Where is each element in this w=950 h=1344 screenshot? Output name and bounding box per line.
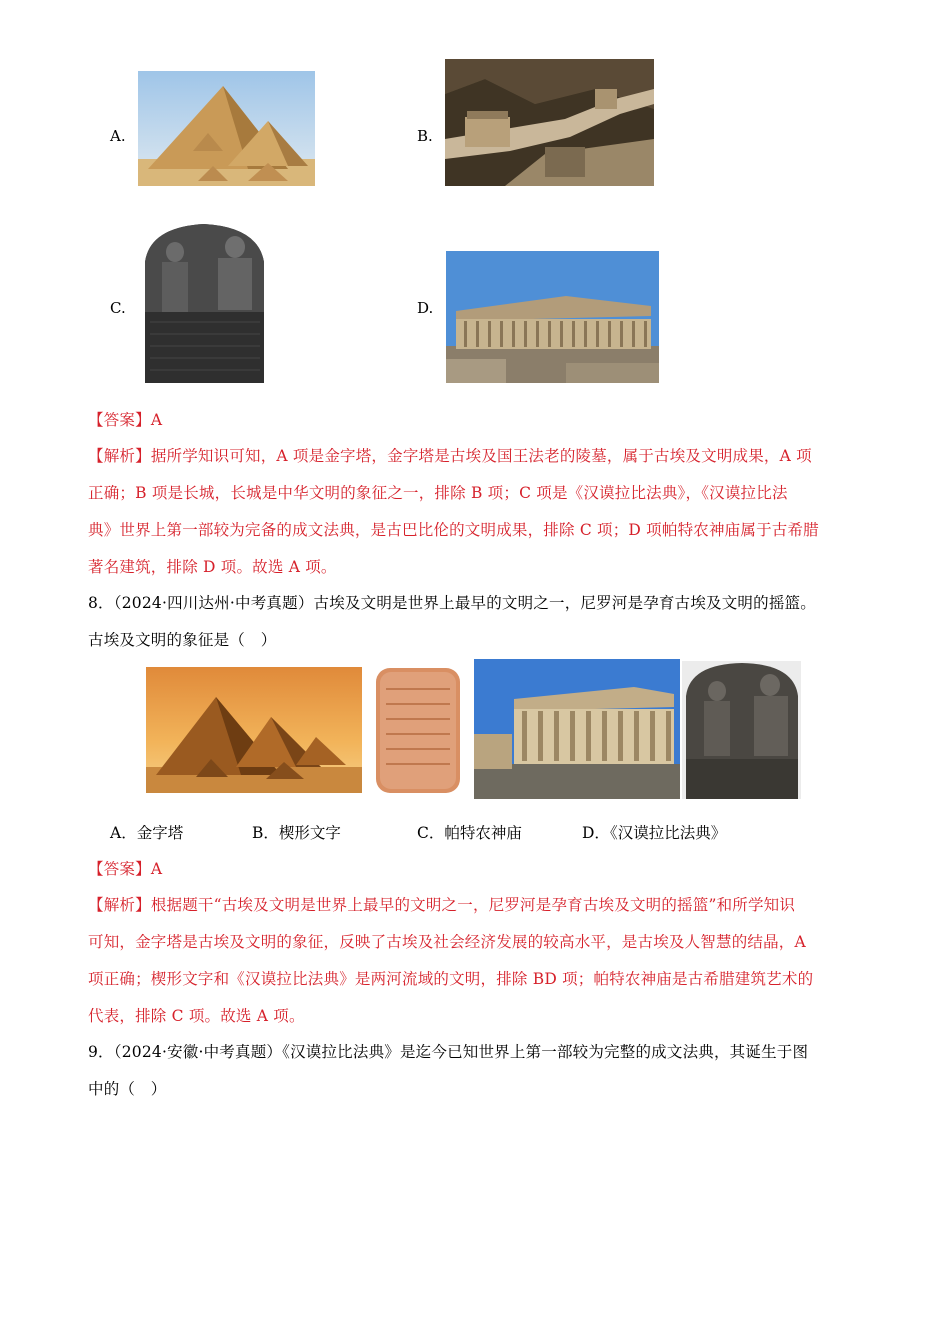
q8-choice-a[interactable] — [110, 821, 183, 843]
answer-label: 【答案】 — [88, 411, 151, 429]
choice-text: 金字塔 — [136, 824, 184, 842]
choice-letter: B． — [252, 824, 279, 842]
q7-analysis-line-4: 著名建筑，排除 D 项。故选 A 项。 — [88, 558, 337, 576]
q8-answer — [88, 857, 162, 879]
option-c-letter: C. — [110, 299, 126, 317]
q8-stem-line-1: 8．（2024·四川达州·中考真题）古埃及文明是世界上最早的文明之一，尼罗河是孕育古埃及文明的摇篮。 — [88, 594, 816, 612]
option-d-letter: D. — [417, 299, 434, 317]
choice-text: 帕特农神庙 — [444, 824, 522, 842]
parthenon-photo — [446, 251, 659, 383]
q8-stem-line-2: 古埃及文明的象征是（ ） — [88, 631, 277, 649]
q9-stem-line-2: 中的（ ） — [88, 1080, 167, 1098]
option-a-letter: A. — [110, 127, 126, 145]
choice-text: 楔形文字 — [278, 824, 341, 842]
pyramids-photo — [138, 71, 315, 186]
q7-analysis-line-1 — [88, 444, 812, 466]
q8-analysis-line-4: 代表，排除 C 项。故选 A 项。 — [88, 1007, 305, 1025]
q7-analysis-line-3: 典》世界上第一部较为完备的成文法典，是古巴比伦的文明成果，排除 C 项；D 项帕特农神庙属于古希腊 — [88, 521, 819, 539]
q8-analysis-line-3: 项正确；楔形文字和《汉谟拉比法典》是两河流域的文明，排除 BD 项；帕特农神庙是古希腊建筑艺术的 — [88, 970, 814, 988]
cuneiform-tablet-photo — [372, 664, 464, 797]
hammurabi-stele-photo — [140, 222, 269, 383]
great-wall-photo — [445, 59, 654, 186]
pyramids-sunset-photo — [146, 667, 362, 793]
answer-label: 【答案】 — [88, 860, 151, 878]
q8-choice-d[interactable] — [582, 821, 726, 843]
q7-answer — [88, 408, 162, 430]
analysis-label: 【解析】 — [88, 447, 151, 465]
choice-letter: D． — [582, 824, 610, 842]
choice-letter: C． — [417, 824, 445, 842]
q9-stem-line-1: 9．（2024·安徽·中考真题）《汉谟拉比法典》是迄今已知世界上第一部较为完整的成文法典，其诞生于图 — [88, 1043, 809, 1061]
q8-analysis-line-2: 可知，金字塔是古埃及文明的象征，反映了古埃及社会经济发展的较高水平，是古埃及人智慧的结晶，A — [88, 933, 806, 951]
option-b-letter: B. — [417, 127, 433, 145]
q7-analysis-line-2: 正确；B 项是长城，长城是中华文明的象征之一，排除 B 项；C 项是《汉谟拉比法典》，《汉谟拉比法 — [88, 484, 788, 502]
analysis-label: 【解析】 — [88, 896, 151, 914]
choice-letter: A． — [110, 824, 137, 842]
q8-choice-b[interactable] — [252, 821, 341, 843]
answer-value: A — [150, 860, 163, 878]
analysis-text: 根据题干“古埃及文明是世界上最早的文明之一，尼罗河是孕育古埃及文明的摇篮”和所学知识 — [150, 896, 796, 914]
hammurabi-stele-photo-2 — [682, 661, 801, 799]
q8-analysis-line-1 — [88, 893, 795, 915]
analysis-text: 据所学知识可知，A 项是金字塔，金字塔是古埃及国王法老的陵墓，属于古埃及文明成果，A 项 — [150, 447, 812, 465]
answer-value: A — [150, 411, 163, 429]
parthenon-photo-2 — [474, 659, 680, 799]
q8-choice-c[interactable] — [417, 821, 522, 843]
choice-text: 《汉谟拉比法典》 — [609, 824, 727, 842]
